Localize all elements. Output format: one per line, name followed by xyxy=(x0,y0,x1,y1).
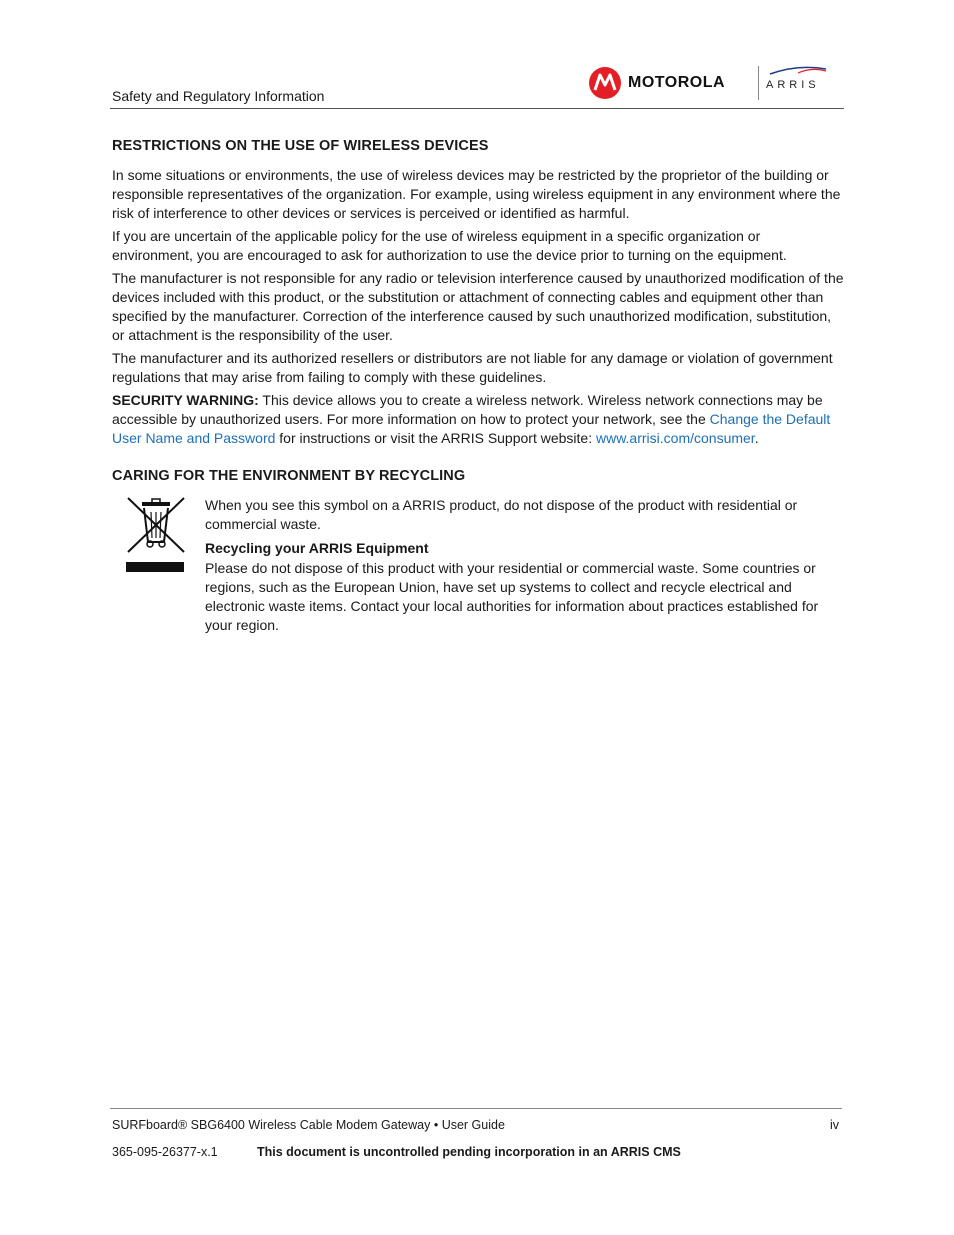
brand-logo xyxy=(588,66,833,102)
weee-crossed-bin-icon xyxy=(126,496,186,574)
motorola-batwing-icon xyxy=(588,66,622,100)
arris-swoosh-icon xyxy=(768,66,828,76)
security-warning-text: This device allows you to create a wireless network. Wireless network connections may be accessible by unauthorized users. For more information on how to protect your network, see the xyxy=(112,392,823,427)
recycling-subheading: Recycling your ARRIS Equipment xyxy=(205,540,429,556)
header-rule xyxy=(110,108,844,109)
motorola-wordmark: MOTOROLA xyxy=(628,74,726,91)
footer-doc-title: SURFboard® SBG6400 Wireless Cable Modem Gateway • User Guide xyxy=(112,1118,505,1132)
paragraph-restrictions-3: The manufacturer is not responsible for any radio or television interference caused by unauthorized modification of the devices included with this product, or the substitution or attachment of connecting cables and equipment other than specified by the manufacturer. Correction of the interference caused by such unauthorized modification, substitution, or attachment is the responsibility of the user. xyxy=(112,270,844,343)
recycling-intro: When you see this symbol on a ARRIS product, do not dispose of the product with residential or commercial waste. xyxy=(205,497,798,532)
logo-divider xyxy=(758,66,759,100)
security-warning-label: SECURITY WARNING: xyxy=(112,392,259,408)
section-heading-recycling: CARING FOR THE ENVIRONMENT BY RECYCLING xyxy=(112,468,466,484)
page-content xyxy=(112,138,844,639)
footer-rule xyxy=(110,1108,842,1109)
footer-doc-id: 365-095-26377-x.1 xyxy=(112,1145,218,1159)
arris-support-link[interactable]: www.arrisi.com/consumer xyxy=(595,430,755,446)
paragraph-restrictions-1: In some situations or environments, the use of wireless devices may be restricted by the proprietor of the building or responsible representatives of the organization. For example, using wireless equipment in any environment where the risk of interference to other devices or services is perceived or identified as harmful. xyxy=(112,167,841,221)
security-warning-mid: for instructions or visit the ARRIS Support website: xyxy=(275,430,596,446)
footer-page-number: iv xyxy=(830,1118,840,1132)
recycling-text xyxy=(205,496,844,635)
header-section-title: Safety and Regulatory Information xyxy=(112,88,325,104)
footer-notice: This document is uncontrolled pending incorporation in an ARRIS CMS xyxy=(257,1145,681,1159)
change-password-link[interactable]: Change the Default User Name and Password xyxy=(112,411,831,446)
section-heading-restrictions: RESTRICTIONS ON THE USE OF WIRELESS DEVICES xyxy=(112,138,489,154)
security-warning-end: . xyxy=(754,430,759,446)
arris-wordmark: ARRIS xyxy=(766,79,820,91)
paragraph-restrictions-2: If you are uncertain of the applicable policy for the use of wireless equipment in a specific organization or environment, you are encouraged to ask for authorization to use the device prior to turning on the equipment. xyxy=(112,228,787,263)
paragraph-restrictions-4: The manufacturer and its authorized resellers or distributors are not liable for any damage or violation of government regulations that may arise from failing to comply with these guidelines. xyxy=(112,350,833,385)
security-warning-paragraph xyxy=(112,391,844,448)
recycling-body: Please do not dispose of this product with your residential or commercial waste. Some countries or regions, such as the European Union, have set up systems to collect and recycle electrical and electronic waste items. Contact your local authorities for information about practices established for your region. xyxy=(205,560,819,633)
recycling-block xyxy=(112,496,844,635)
